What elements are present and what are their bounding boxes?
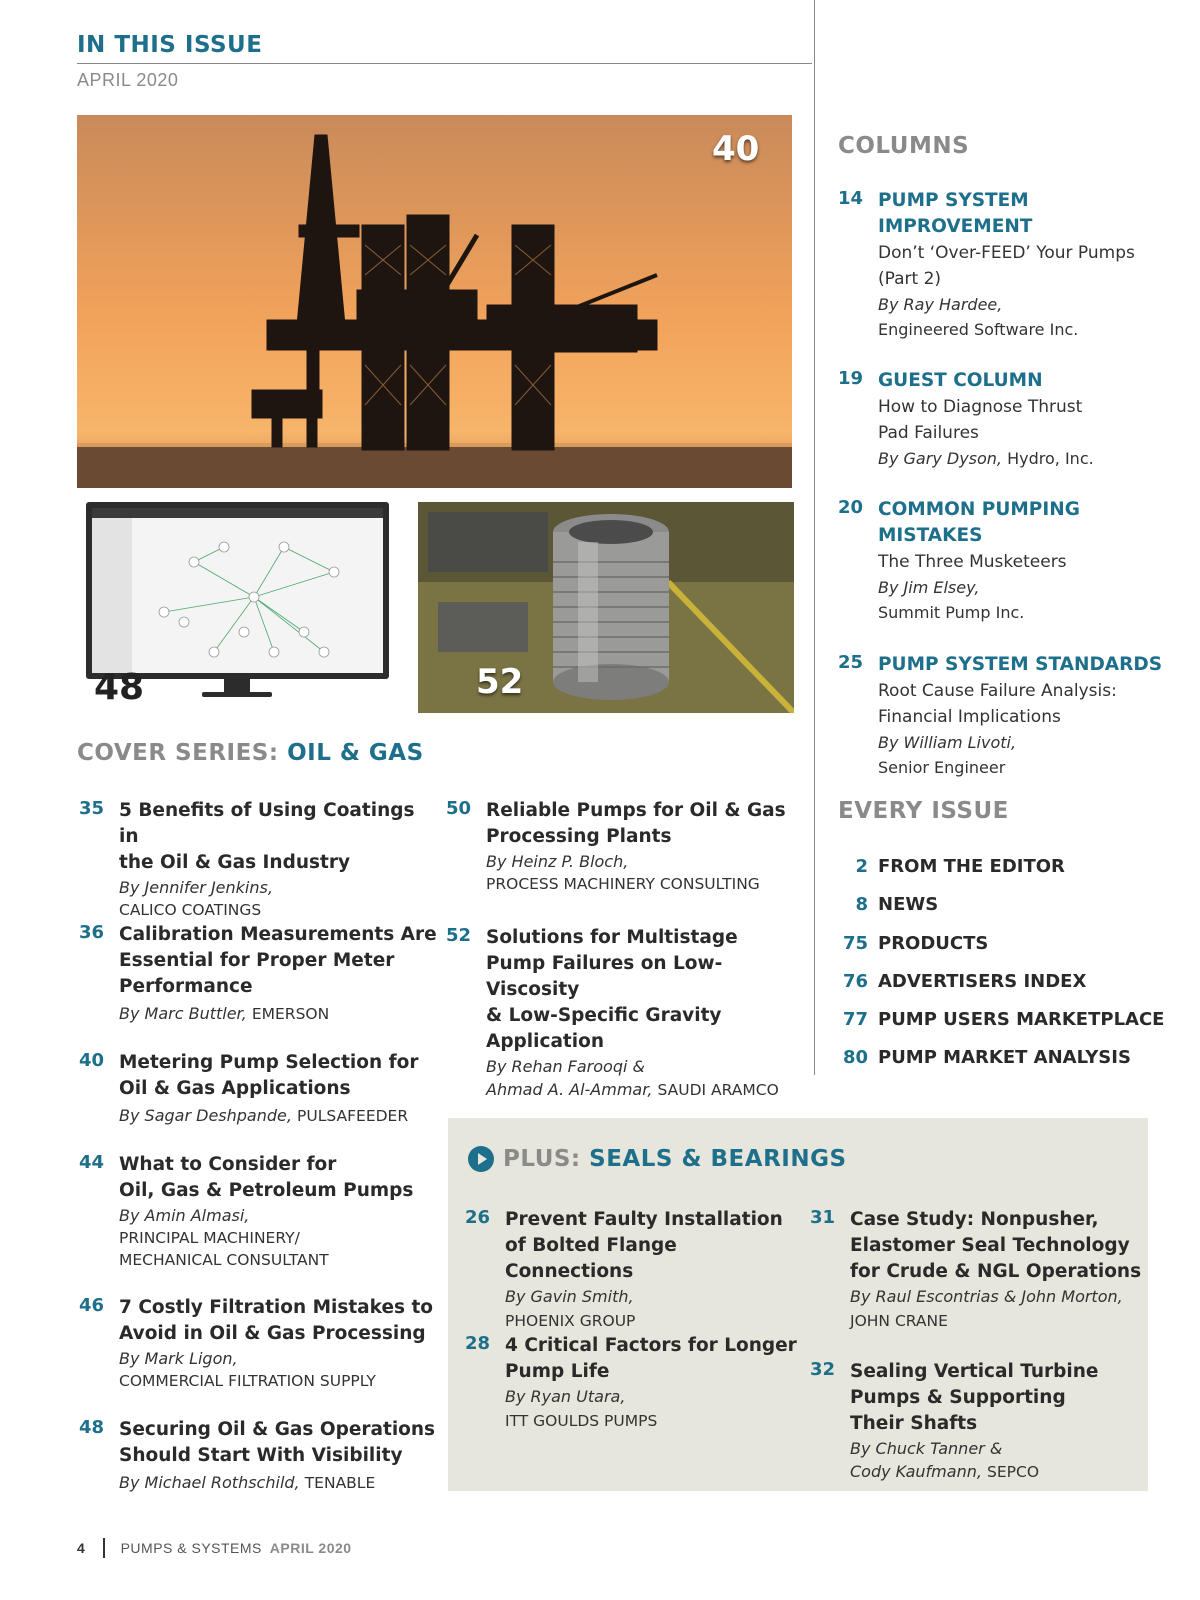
article-title: Sealing Vertical Turbine Pumps & Supporting Their Shafts — [850, 1361, 1099, 1434]
article-page-number: 35 — [79, 798, 105, 819]
article-title: Case Study: Nonpusher, Elastomer Seal Technology for Crude & NGL Operations — [850, 1209, 1142, 1282]
article-company: PROCESS MACHINERY CONSULTING — [486, 875, 760, 893]
article-title: What to Consider for Oil, Gas & Petroleum Pumps — [119, 1154, 414, 1201]
every-issue-title: PUMP USERS MARKETPLACE — [878, 1009, 1165, 1030]
bearing-illustration — [418, 502, 794, 713]
article-title: Solutions for Multistage Pump Failures on Low-Viscosity & Low-Specific Gravity Application — [486, 927, 738, 1052]
column-description: Root Cause Failure Analysis: Financial Implications — [878, 681, 1117, 727]
article-title: Metering Pump Selection for Oil & Gas Applications — [119, 1052, 419, 1099]
every-issue-page-number: 8 — [855, 894, 868, 915]
column-divider — [814, 0, 815, 1075]
article-title: 5 Benefits of Using Coatings in the Oil & Gas Industry — [119, 800, 415, 873]
columns-heading: COLUMNS — [838, 133, 970, 159]
every-issue-page-number: 77 — [842, 1009, 868, 1030]
article-company: ITT GOULDS PUMPS — [505, 1412, 658, 1430]
plus-label: PLUS: — [503, 1146, 581, 1172]
every-issue-heading: EVERY ISSUE — [838, 798, 1009, 824]
plus-topic: SEALS & BEARINGS — [589, 1146, 847, 1172]
article-page-number: 50 — [446, 798, 472, 819]
article-byline: By Marc Buttler, — [119, 1004, 247, 1023]
footer-page-number: 4 — [77, 1540, 85, 1556]
column-company: Engineered Software Inc. — [878, 320, 1079, 339]
article-byline: By Gavin Smith, — [505, 1287, 634, 1306]
article-byline: By Mark Ligon, — [119, 1349, 238, 1368]
column-description: The Three Musketeers — [878, 552, 1067, 572]
column-page-number: 25 — [838, 652, 864, 673]
article-byline: By Sagar Deshpande, — [119, 1106, 292, 1125]
page-title: IN THIS ISSUE — [77, 32, 263, 58]
column-title: PUMP SYSTEM STANDARDS — [878, 654, 1163, 675]
article-byline: By Raul Escontrias & John Morton, — [850, 1287, 1123, 1306]
every-issue-title: ADVERTISERS INDEX — [878, 971, 1087, 992]
oil-rig-illustration — [77, 115, 792, 488]
monitor-network-image[interactable] — [84, 502, 391, 712]
article-page-number: 44 — [79, 1152, 105, 1173]
cover-series-label: COVER SERIES: — [77, 740, 279, 766]
cover-series-heading — [77, 740, 424, 766]
footer-publication: PUMPS & SYSTEMS — [120, 1540, 262, 1556]
article-page-number: 28 — [465, 1333, 491, 1354]
hero-page-number: 40 — [712, 129, 760, 169]
article-page-number: 31 — [810, 1207, 836, 1228]
article-byline: By Rehan Farooqi & — [486, 1057, 645, 1076]
column-title: GUEST COLUMN — [878, 370, 1043, 391]
every-issue-page-number: 75 — [842, 933, 868, 954]
article-page-number: 32 — [810, 1359, 836, 1380]
column-page-number: 14 — [838, 188, 864, 209]
column-byline: By William Livoti, — [878, 733, 1017, 752]
header-rule — [77, 63, 812, 64]
article-page-number: 48 — [79, 1417, 105, 1438]
article-byline: By Michael Rothschild, — [119, 1473, 300, 1492]
column-byline: By Jim Elsey, — [878, 578, 980, 597]
article-title: Securing Oil & Gas Operations Should Start With Visibility — [119, 1419, 436, 1466]
column-company: Senior Engineer — [878, 758, 1006, 777]
article-page-number: 36 — [79, 922, 105, 943]
article-page-number: 40 — [79, 1050, 105, 1071]
article-byline: By Jennifer Jenkins, — [119, 878, 273, 897]
plus-heading — [503, 1146, 847, 1172]
article-company: CALICO COATINGS — [119, 901, 262, 919]
article-byline: By Chuck Tanner & — [850, 1439, 1003, 1458]
article-byline: By Ryan Utara, — [505, 1387, 626, 1406]
play-icon — [467, 1145, 495, 1177]
article-byline: By Amin Almasi, — [119, 1206, 250, 1225]
every-issue-page-number: 2 — [855, 856, 868, 877]
page-footer — [77, 1538, 352, 1558]
article-company: PRINCIPAL MACHINERY/ MECHANICAL CONSULTANT — [119, 1229, 329, 1269]
bearing-page-number: 52 — [476, 662, 524, 702]
article-company: SEPCO — [987, 1463, 1040, 1481]
every-issue-title: PUMP MARKET ANALYSIS — [878, 1047, 1131, 1068]
every-issue-page-number: 76 — [842, 971, 868, 992]
every-issue-title: PRODUCTS — [878, 933, 989, 954]
article-page-number: 26 — [465, 1207, 491, 1228]
article-byline-second: Cody Kaufmann, — [850, 1462, 982, 1481]
column-company: Summit Pump Inc. — [878, 603, 1025, 622]
article-company: COMMERCIAL FILTRATION SUPPLY — [119, 1372, 376, 1390]
article-company: PULSAFEEDER — [297, 1107, 409, 1125]
footer-divider — [103, 1538, 105, 1558]
article-company: EMERSON — [251, 1005, 330, 1023]
article-company: TENABLE — [304, 1474, 376, 1492]
column-title: COMMON PUMPING MISTAKES — [878, 499, 1080, 546]
every-issue-title: NEWS — [878, 894, 939, 915]
column-description: How to Diagnose Thrust Pad Failures — [878, 397, 1083, 443]
article-page-number: 46 — [79, 1295, 105, 1316]
article-title: 7 Costly Filtration Mistakes to Avoid in Oil & Gas Processing — [119, 1297, 434, 1344]
every-issue-page-number: 80 — [842, 1047, 868, 1068]
article-page-number: 52 — [446, 925, 472, 946]
article-company: SAUDI ARAMCO — [657, 1081, 779, 1099]
hero-image-oil-rig[interactable] — [77, 115, 792, 488]
bearing-sleeve-image[interactable] — [418, 502, 794, 713]
column-title: PUMP SYSTEM IMPROVEMENT — [878, 190, 1033, 237]
article-title: Reliable Pumps for Oil & Gas Processing Plants — [486, 800, 786, 847]
column-company: Hydro, Inc. — [1007, 449, 1094, 468]
footer-date: APRIL 2020 — [269, 1540, 352, 1556]
monitor-page-number: 48 — [94, 667, 145, 708]
article-company: JOHN CRANE — [850, 1312, 948, 1330]
article-title: Prevent Faulty Installation of Bolted Flange Connections — [505, 1209, 783, 1282]
column-description: Don’t ‘Over-FEED’ Your Pumps (Part 2) — [878, 243, 1135, 289]
article-byline-second: Ahmad A. Al-Ammar, — [486, 1080, 653, 1099]
every-issue-title: FROM THE EDITOR — [878, 856, 1065, 877]
article-title: 4 Critical Factors for Longer Pump Life — [505, 1335, 797, 1382]
column-byline: By Gary Dyson, — [878, 449, 1003, 468]
article-company: PHOENIX GROUP — [505, 1312, 636, 1330]
cover-series-topic: OIL & GAS — [287, 740, 424, 766]
article-byline: By Heinz P. Bloch, — [486, 852, 629, 871]
issue-date: APRIL 2020 — [77, 70, 179, 90]
column-byline: By Ray Hardee, — [878, 295, 1003, 314]
column-page-number: 19 — [838, 368, 864, 389]
column-page-number: 20 — [838, 497, 864, 518]
article-title: Calibration Measurements Are Essential for Proper Meter Performance — [119, 924, 437, 997]
